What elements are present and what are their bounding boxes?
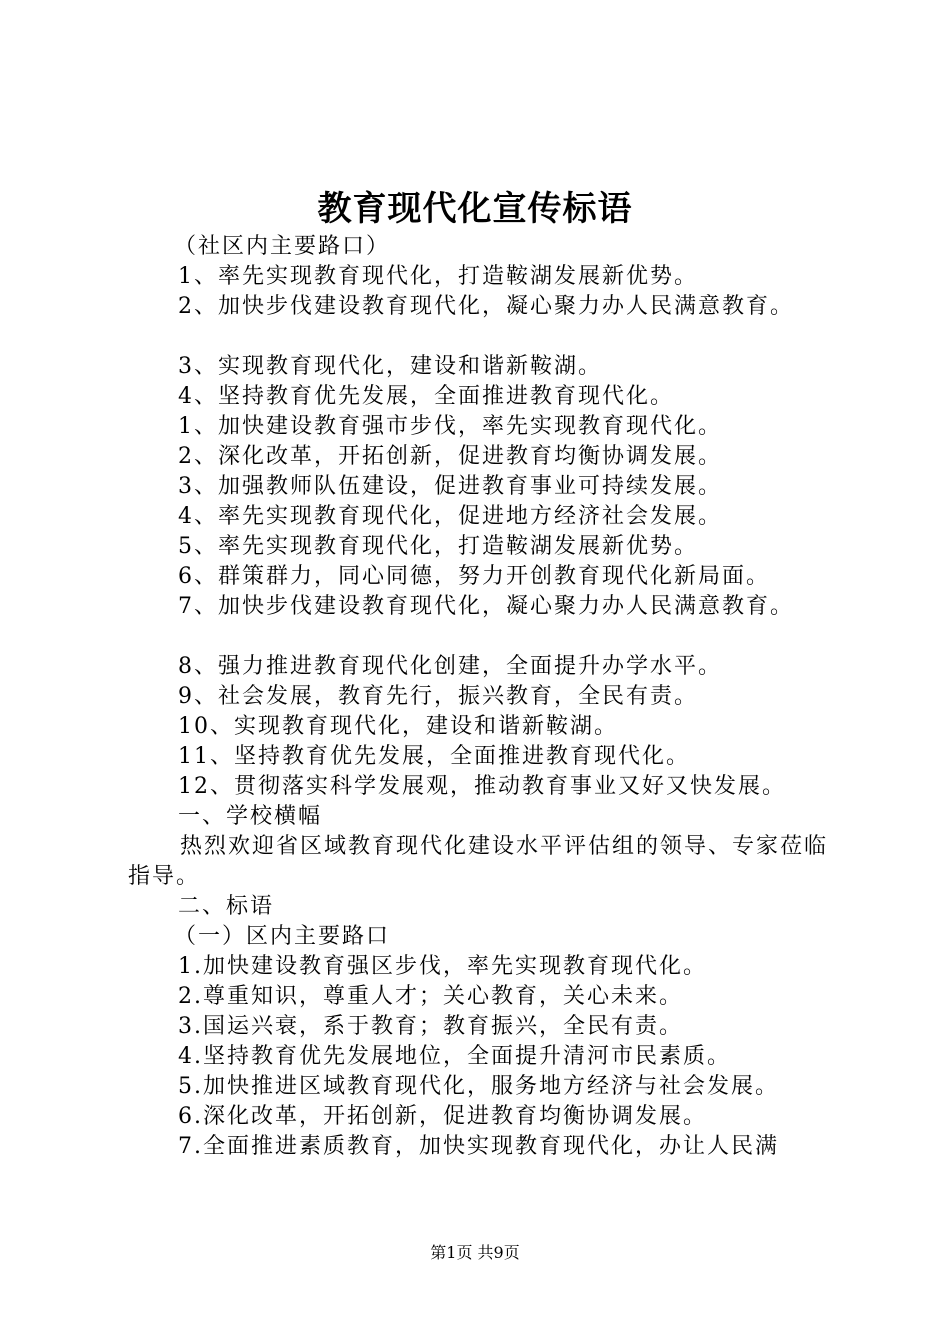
- page-footer: 第1页 共9页: [430, 1243, 520, 1262]
- text-line: 12、贯彻落实科学发展观，推动教育事业又好又快发展。: [178, 774, 786, 799]
- text-line: 2、加快步伐建设教育现代化，凝心聚力办人民满意教育。: [178, 294, 794, 319]
- text-line: 7.全面推进素质教育，加快实现教育现代化，办让人民满: [178, 1134, 779, 1159]
- welcome-paragraph: 热烈欢迎省区域教育现代化建设水平评估组的领导、专家莅临指导。: [128, 834, 829, 889]
- text-line: 5.加快推进区域教育现代化，服务地方经济与社会发展。: [178, 1074, 779, 1099]
- text-line: 8、强力推进教育现代化创建，全面提升办学水平。: [178, 654, 722, 679]
- text-line: 9、社会发展，教育先行，振兴教育，全民有责。: [178, 684, 698, 709]
- document-title: 教育现代化宣传标语: [317, 189, 633, 229]
- text-line: 4、率先实现教育现代化，促进地方经济社会发展。: [178, 504, 722, 529]
- section-heading: 一、学校横幅: [178, 804, 323, 829]
- text-line: 2、深化改革，开拓创新，促进教育均衡协调发展。: [178, 444, 722, 469]
- subsection-heading: （一）区内主要路口: [174, 924, 391, 949]
- text-line: （社区内主要路口）: [174, 234, 391, 259]
- blank-line: [128, 322, 840, 352]
- text-line: 1、加快建设教育强市步伐，率先实现教育现代化。: [178, 414, 722, 439]
- text-line: 10、实现教育现代化，建设和谐新鞍湖。: [178, 714, 618, 739]
- section-heading: 二、标语: [178, 894, 275, 919]
- text-line: 1.加快建设教育强区步伐，率先实现教育现代化。: [178, 954, 707, 979]
- text-line: 3.国运兴衰，系于教育；教育振兴，全民有责。: [178, 1014, 683, 1039]
- text-line: 11、坚持教育优先发展，全面推进教育现代化。: [178, 744, 690, 769]
- text-line: 5、率先实现教育现代化，打造鞍湖发展新优势。: [178, 534, 698, 559]
- text-line: 7、加快步伐建设教育现代化，凝心聚力办人民满意教育。: [178, 594, 794, 619]
- document-body: [128, 232, 840, 1162]
- text-line: 2.尊重知识，尊重人才；关心教育，关心未来。: [178, 984, 683, 1009]
- text-line: 6.深化改革，开拓创新，促进教育均衡协调发展。: [178, 1104, 707, 1129]
- blank-line: [128, 622, 840, 652]
- text-line: 6、群策群力，同心同德，努力开创教育现代化新局面。: [178, 564, 770, 589]
- text-line: 1、率先实现教育现代化，打造鞍湖发展新优势。: [178, 264, 698, 289]
- text-line: 4.坚持教育优先发展地位，全面提升清河市民素质。: [178, 1044, 731, 1069]
- text-line: 3、实现教育现代化，建设和谐新鞍湖。: [178, 354, 602, 379]
- text-line: 4、坚持教育优先发展，全面推进教育现代化。: [178, 384, 674, 409]
- text-line: 3、加强教师队伍建设，促进教育事业可持续发展。: [178, 474, 722, 499]
